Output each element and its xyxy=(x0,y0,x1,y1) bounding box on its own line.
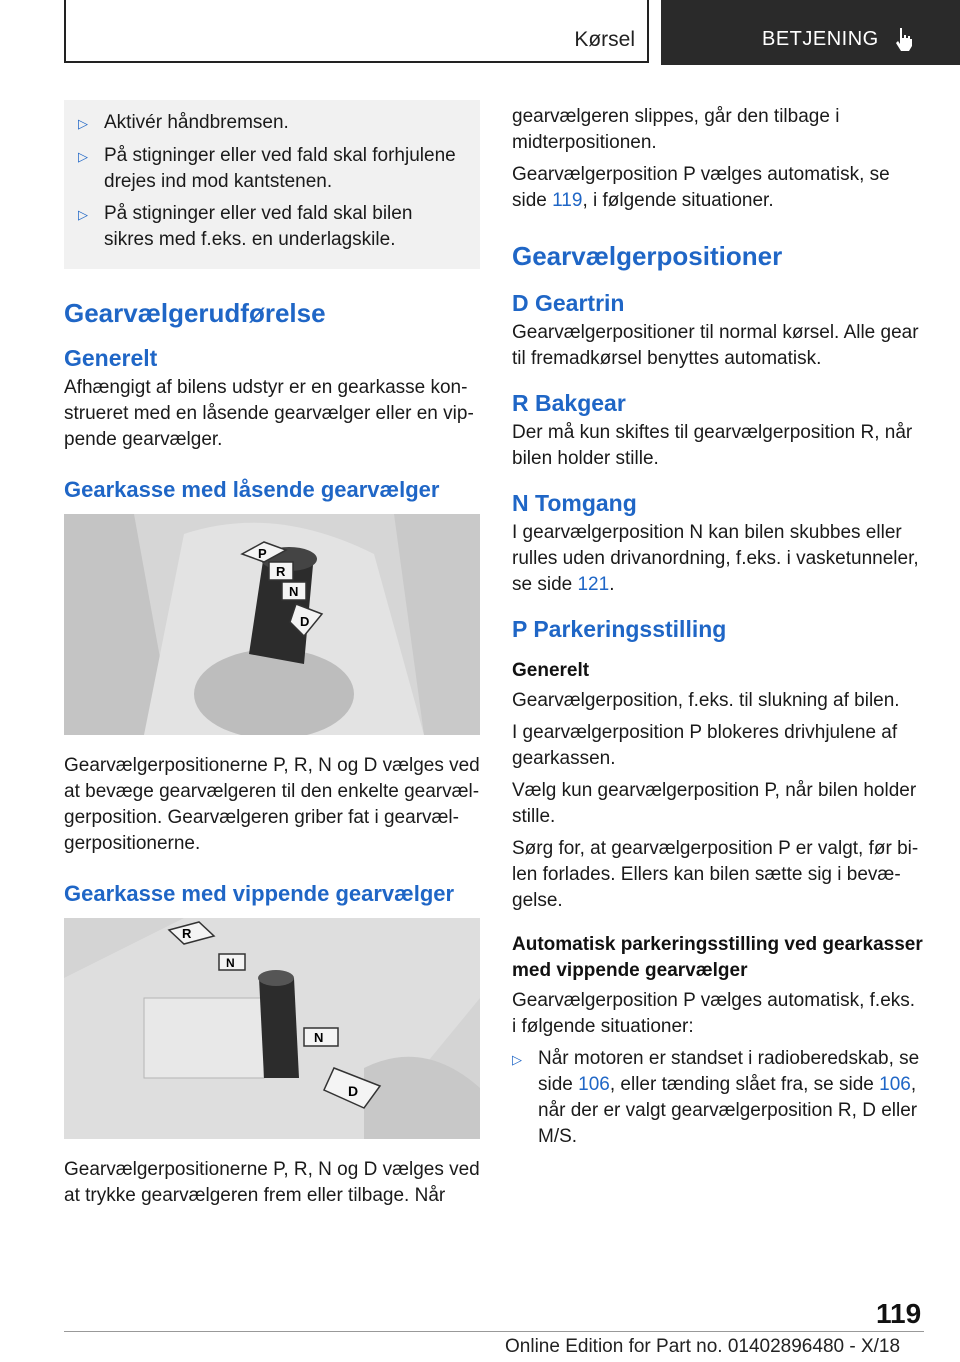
paragraph-general: Afhængigt af bilens udstyr er en gearkasse konstrueret med en låsende gearvælger eller en vippende gearvælger. xyxy=(64,377,474,450)
paragraph-rocking: Gearvælgerpositionerne P, R, N og D vælges ved at trykke gearvælgeren frem eller tilbage. Når xyxy=(64,1159,480,1206)
section-tab xyxy=(661,0,960,65)
chapter-title: Kørsel xyxy=(574,28,635,51)
paragraph-n: I gearvælgerposition N kan bilen skubbes eller rulles uden drivanordning, f.eks. i vasketunneler, se side 121. xyxy=(512,522,919,595)
heading-rocking-selector: Gearkasse med vippende gearvælger xyxy=(64,881,455,906)
list-item: ▷ På stigninger eller ved fald skal bilen sikres med f.eks. en underlagskile. xyxy=(78,201,466,253)
paragraph-p1: Gearvælgerposition, f.eks. til slukning af bilen. xyxy=(512,690,900,711)
paragraph-locking: Gearvælgerpositionerne P, R, N og D vælges ved at bevæge gearvælgeren til den enkelte gearvælgerposition. Gearvælgeren griber fat i gearvælgerpositionerne. xyxy=(64,755,480,854)
page-header xyxy=(0,0,960,66)
note-box xyxy=(64,100,480,269)
fig2-label-n-upper: N xyxy=(226,956,235,970)
fig-label-p: P xyxy=(258,546,267,561)
list-item: ▷ På stigninger eller ved fald skal forhjulene drejes ind mod kantstenen. xyxy=(78,143,466,195)
heading-design: Gearvælgerudførelse xyxy=(64,298,326,328)
page-link-106[interactable]: 106 xyxy=(578,1074,610,1095)
heading-d-drive: D Geartrin xyxy=(512,290,625,316)
page-link-119[interactable]: 119 xyxy=(552,190,583,211)
paragraph-p4: Sørg for, at gearvælgerposition P er valgt, før bilen forlades. Ellers kan bilen sætte sig i bevægelse. xyxy=(512,838,919,911)
chapter-tab xyxy=(64,0,649,63)
page-link-106-second[interactable]: 106 xyxy=(879,1074,911,1095)
triangle-bullet-icon: ▷ xyxy=(78,207,88,222)
heading-general: Generelt xyxy=(64,345,158,371)
paragraph-continued: gearvælgeren slippes, går den tilbage i midterpositionen. xyxy=(512,106,840,153)
fig2-label-r: R xyxy=(182,926,192,941)
paragraph-d: Gearvælgerpositioner til normal kørsel. Alle gear til fremadkørsel benyttes automatisk. xyxy=(512,322,919,369)
left-column xyxy=(64,100,480,1215)
heading-auto-park: Automatisk parkeringsstilling ved gearkasser med vippende gearvælger xyxy=(512,934,923,981)
page-link-121[interactable]: 121 xyxy=(577,574,610,595)
page-number: 119 xyxy=(876,1298,922,1329)
footer-divider xyxy=(64,1331,924,1332)
heading-n-neutral: N Tomgang xyxy=(512,490,637,516)
paragraph-p3: Vælg kun gearvælgerposition P, når bilen holder stille. xyxy=(512,780,917,827)
list-item: ▷ Når motoren er standset i radioberedskab, se side 106, eller tænding slået fra, se side 106, når der er valgt gearvælgerposition R, D eller M/S. xyxy=(512,1046,924,1150)
heading-p-park: P Parkeringsstilling xyxy=(512,616,727,642)
triangle-bullet-icon: ▷ xyxy=(78,149,88,164)
fig-label-r: R xyxy=(276,564,286,579)
paragraph-r: Der må kun skiftes til gearvælgerposition R, når bilen holder stille. xyxy=(512,422,913,469)
paragraph-p2: I gearvælgerposition P blokeres drivhjulene af gearkassen. xyxy=(512,722,898,769)
paragraph-auto-park: Gearvælgerposition P vælges automatisk, f.eks. i følgende situationer: xyxy=(512,990,916,1037)
heading-p-general: Generelt xyxy=(512,660,590,681)
fig-label-d: D xyxy=(300,614,310,629)
heading-r-reverse: R Bakgear xyxy=(512,390,626,416)
list-item: ▷ Aktivér håndbremsen. xyxy=(78,110,466,137)
fig2-label-n-lower: N xyxy=(314,1030,324,1045)
section-title: BETJENING xyxy=(762,28,879,50)
locking-gear-selector-figure xyxy=(64,514,480,735)
heading-positions: Gearvælgerpositioner xyxy=(512,241,783,271)
heading-locking-selector: Gearkasse med låsende gearvælger xyxy=(64,477,440,502)
triangle-bullet-icon: ▷ xyxy=(78,116,88,131)
triangle-bullet-icon: ▷ xyxy=(512,1052,522,1067)
fig2-label-d: D xyxy=(348,1083,359,1099)
rocking-gear-selector-figure xyxy=(64,918,480,1139)
hand-pointer-icon xyxy=(893,26,915,57)
fig-label-n: N xyxy=(289,584,299,599)
paragraph-auto-select: Gearvælgerposition P vælges automatisk, se side 119, i følgende situationer. xyxy=(512,164,890,211)
edition-footer: Online Edition for Part no. 01402896480 - X/18 xyxy=(505,1336,901,1357)
right-column xyxy=(512,100,924,1156)
